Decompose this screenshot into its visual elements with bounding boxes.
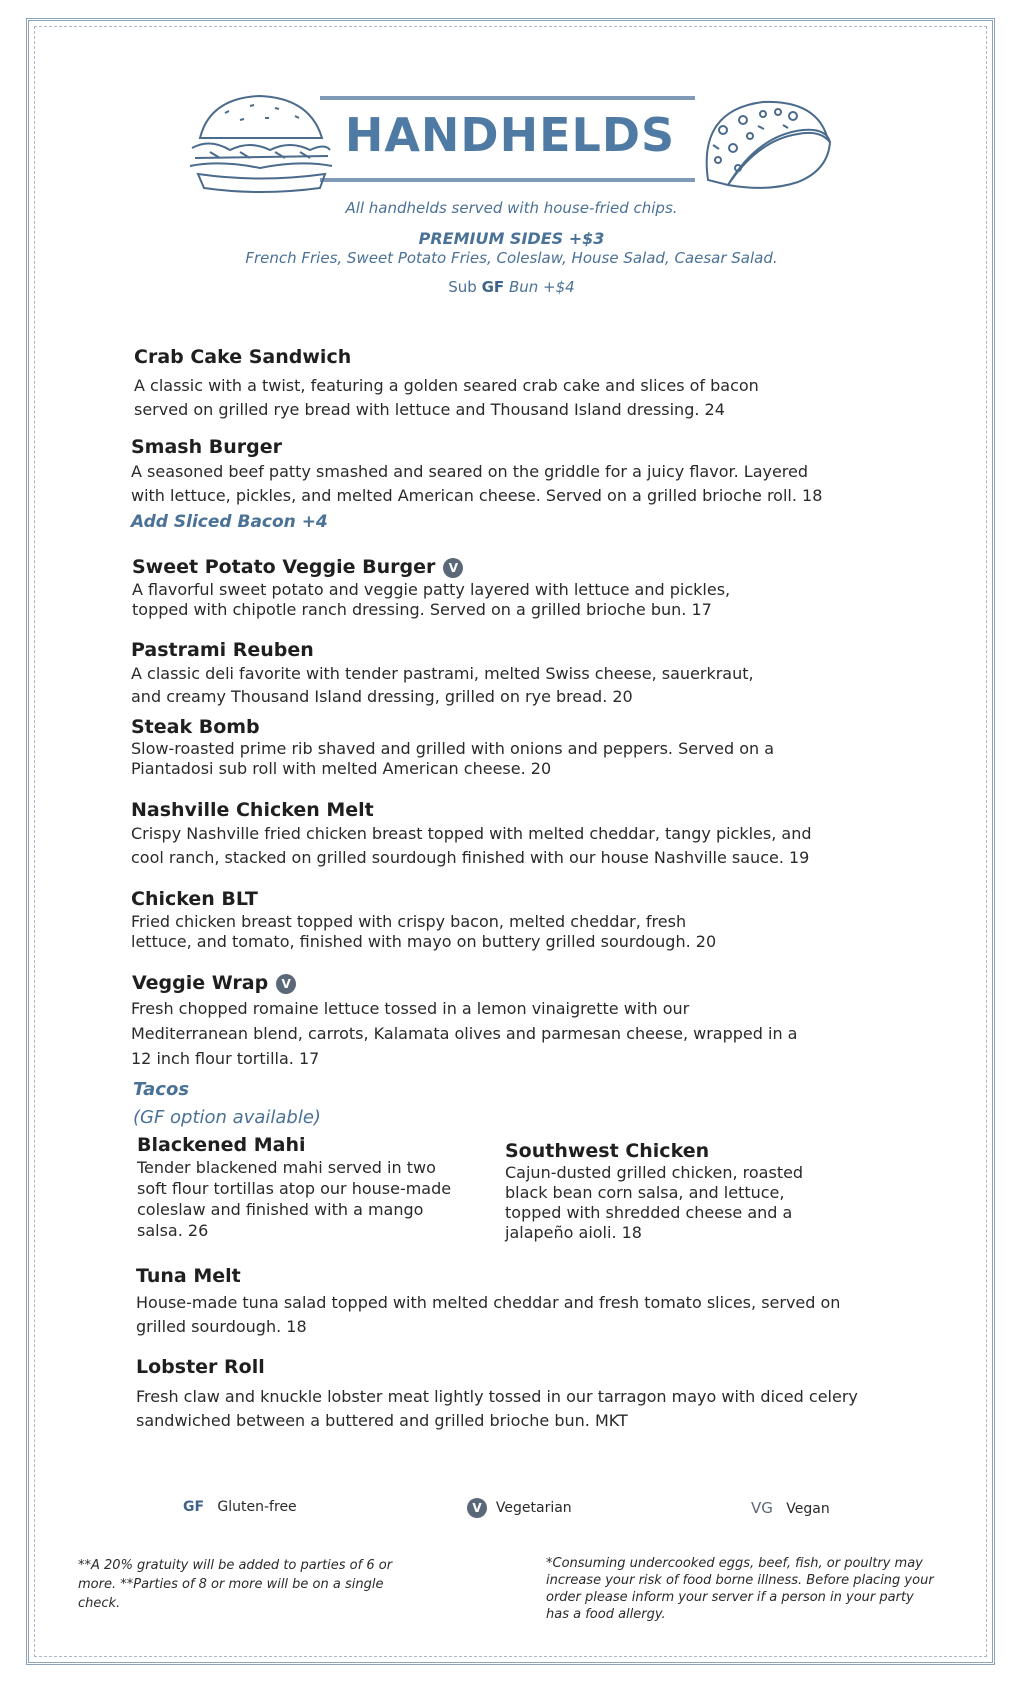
desc-line: House-made tuna salad topped with melted cheddar and fresh tomato slices, served on (136, 1293, 841, 1312)
vegetarian-badge-icon: V (443, 558, 463, 578)
desc-line: topped with shredded cheese and a (505, 1203, 793, 1222)
item-pastrami-name: Pastrami Reuben (131, 639, 314, 661)
legend-label: Gluten-free (217, 1499, 297, 1515)
desc-line: served on grilled rye bread with lettuce and Thousand Island dressing. 24 (134, 400, 725, 419)
desc-line: Piantadosi sub roll with melted American cheese. 20 (131, 759, 552, 778)
desc-line: with lettuce, pickles, and melted American cheese. Served on a grilled brioche roll. 18 (131, 486, 823, 505)
item-tuna-melt-name: Tuna Melt (136, 1265, 241, 1287)
legend-vegan (751, 1499, 830, 1517)
desc-line: lettuce, and tomato, finished with mayo on buttery grilled sourdough. 20 (131, 932, 717, 951)
desc-line: cool ranch, stacked on grilled sourdough finished with our house Nashville sauce. 19 (131, 848, 810, 867)
item-sweet-potato-name (132, 556, 463, 578)
smash-burger-addon: Add Sliced Bacon +4 (131, 512, 328, 532)
item-veggie-wrap-desc (131, 996, 797, 1071)
legend-gluten-free (183, 1499, 297, 1515)
footnote-line: **A 20% gratuity will be added to parties of 6 or (78, 1558, 393, 1573)
item-nashville-desc (131, 822, 812, 870)
gf-bun-suffix: Bun +$4 (508, 278, 575, 296)
burger-illustration-icon (180, 88, 340, 198)
desc-line: salsa. 26 (137, 1221, 209, 1240)
footnote-line: increase your risk of food borne illness. Before placing your (546, 1573, 934, 1588)
item-southwest-chicken-name: Southwest Chicken (505, 1140, 710, 1162)
tacos-gf-note: (GF option available) (133, 1107, 321, 1128)
item-veggie-wrap-name (132, 972, 296, 994)
desc-line: topped with chipotle ranch dressing. Served on a grilled brioche bun. 17 (132, 600, 712, 619)
desc-line: 12 inch flour tortilla. 17 (131, 1049, 320, 1068)
food-safety-footnote (546, 1555, 934, 1623)
taco-illustration-icon (688, 90, 838, 195)
item-chicken-blt-desc (131, 912, 716, 952)
gratuity-footnote (78, 1556, 392, 1613)
premium-sides-list: French Fries, Sweet Potato Fries, Coleslaw, House Salad, Caesar Salad. (245, 249, 778, 267)
gf-bun-prefix: Sub (448, 278, 477, 296)
vegetarian-badge-icon: V (276, 974, 296, 994)
desc-line: A seasoned beef patty smashed and seared on the griddle for a juicy flavor. Layered (131, 462, 809, 481)
item-smash-burger-name: Smash Burger (131, 436, 282, 458)
item-name-text: Sweet Potato Veggie Burger (132, 556, 436, 578)
desc-line: A classic deli favorite with tender pastrami, melted Swiss cheese, sauerkraut, (131, 664, 754, 683)
item-tuna-melt-desc (136, 1291, 840, 1339)
item-sweet-potato-desc (132, 580, 730, 620)
tacos-heading: Tacos (133, 1079, 190, 1100)
legend-label: Vegetarian (495, 1500, 572, 1516)
item-smash-burger-desc (131, 460, 822, 508)
desc-line: Fresh claw and knuckle lobster meat lightly tossed in our tarragon mayo with diced celery (136, 1387, 858, 1406)
chips-note: All handhelds served with house-fried chips. (345, 199, 678, 217)
item-chicken-blt-name: Chicken BLT (131, 888, 258, 910)
desc-line: Crispy Nashville fried chicken breast topped with melted cheddar, tangy pickles, and (131, 824, 812, 843)
item-lobster-roll-name: Lobster Roll (136, 1356, 265, 1378)
gf-bun-note (0, 278, 1023, 296)
item-crab-cake-desc (134, 374, 759, 422)
item-lobster-roll-desc (136, 1385, 858, 1433)
item-steak-bomb-desc (131, 739, 774, 779)
desc-line: A flavorful sweet potato and veggie patty layered with lettuce and pickles, (132, 580, 731, 599)
desc-line: Cajun-dusted grilled chicken, roasted (505, 1163, 804, 1182)
item-southwest-chicken-desc (505, 1163, 803, 1243)
vegetarian-badge-icon: V (467, 1498, 487, 1518)
desc-line: Fresh chopped romaine lettuce tossed in a lemon vinaigrette with our (131, 999, 690, 1018)
page-title: HANDHELDS (344, 108, 676, 162)
desc-line: black bean corn salsa, and lettuce, (505, 1183, 785, 1202)
legend-vegetarian (467, 1498, 572, 1518)
premium-sides-label: PREMIUM SIDES +$3 (418, 229, 605, 248)
desc-line: A classic with a twist, featuring a golden seared crab cake and slices of bacon (134, 376, 759, 395)
footnote-line: has a food allergy. (546, 1607, 666, 1622)
desc-line: Slow-roasted prime rib shaved and grilled with onions and peppers. Served on a (131, 739, 775, 758)
desc-line: sandwiched between a buttered and grilled brioche bun. MKT (136, 1411, 628, 1430)
desc-line: grilled sourdough. 18 (136, 1317, 307, 1336)
item-pastrami-desc (131, 662, 754, 708)
gf-mark-icon: GF (183, 1499, 205, 1515)
item-steak-bomb-name: Steak Bomb (131, 716, 260, 738)
desc-line: soft flour tortillas atop our house-made (137, 1179, 452, 1198)
desc-line: coleslaw and finished with a mango (137, 1200, 424, 1219)
footnote-line: *Consuming undercooked eggs, beef, fish, or poultry may (546, 1556, 923, 1571)
item-blackened-mahi-desc (137, 1157, 451, 1241)
vegan-mark-icon: VG (751, 1499, 773, 1517)
item-blackened-mahi-name: Blackened Mahi (137, 1134, 306, 1156)
footnote-line: check. (78, 1596, 121, 1611)
item-crab-cake-name: Crab Cake Sandwich (134, 346, 352, 368)
desc-line: Fried chicken breast topped with crispy bacon, melted cheddar, fresh (131, 912, 687, 931)
item-name-text: Veggie Wrap (132, 972, 269, 994)
footnote-line: order please inform your server if a person in your party (546, 1590, 914, 1605)
gf-bun-gf: GF (481, 278, 505, 296)
desc-line: Mediterranean blend, carrots, Kalamata olives and parmesan cheese, wrapped in a (131, 1024, 798, 1043)
desc-line: jalapeño aioli. 18 (505, 1223, 642, 1242)
desc-line: and creamy Thousand Island dressing, grilled on rye bread. 20 (131, 687, 633, 706)
item-nashville-name: Nashville Chicken Melt (131, 799, 374, 821)
footnote-line: more. **Parties of 8 or more will be on a single (78, 1577, 384, 1592)
desc-line: Tender blackened mahi served in two (137, 1158, 436, 1177)
legend-label: Vegan (786, 1501, 830, 1517)
